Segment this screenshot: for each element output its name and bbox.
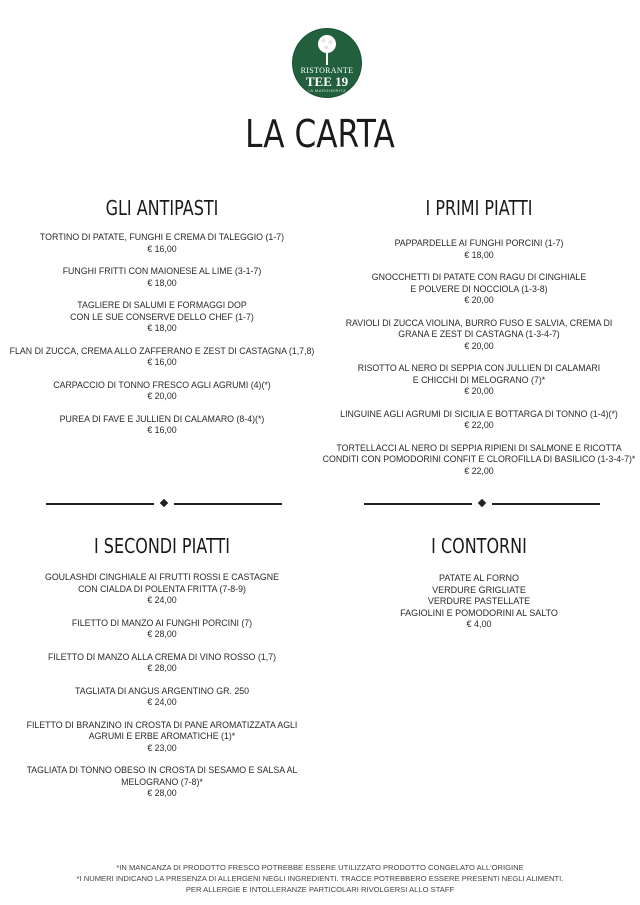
menu-item-price: € 20,00 <box>147 391 177 401</box>
menu-item <box>0 765 324 800</box>
contorni-price: € 4,00 <box>466 619 492 630</box>
menu-item-name: TAGLIERE DI SALUMI E FORMAGGI DOP CON LE SUE CONSERVE DELLO CHEF (1-7) <box>70 300 254 322</box>
secondi-list <box>0 572 324 800</box>
menu-item-price: € 28,00 <box>147 629 177 639</box>
allergen-notes <box>0 862 640 895</box>
menu-item <box>318 363 640 398</box>
logo-text-tagline: LA MARGHERITA <box>307 88 347 93</box>
contorni-item: VERDURE GRIGLIATE <box>432 584 526 595</box>
footer-note-staff: PER ALLERGIE E INTOLLERANZE PARTICOLARI RIVOLGERSI ALLO STAFF <box>185 885 455 894</box>
section-primi <box>318 196 640 488</box>
menu-item-price: € 24,00 <box>147 697 177 707</box>
divider-diamond-icon <box>478 499 486 507</box>
menu-item-name: FILETTO DI MANZO AI FUNGHI PORCINI (7) <box>71 617 253 628</box>
menu-item <box>0 652 324 675</box>
menu-item <box>318 443 640 478</box>
section-title-primi: I PRIMI PIATTI <box>425 196 533 220</box>
section-contorni <box>318 534 640 631</box>
menu-item-name: LINGUINE AGLI AGRUMI DI SICILIA E BOTTARGA DI TONNO (1-4)(*) <box>340 408 618 419</box>
golf-ball-icon <box>318 35 336 53</box>
section-title-contorni: I CONTORNI <box>431 534 527 558</box>
menu-item-name: FLAN DI ZUCCA, CREMA ALLO ZAFFERANO E ZEST DI CASTAGNA (1,7,8) <box>9 345 315 356</box>
menu-item <box>318 318 640 353</box>
menu-item-name: TAGLIATA DI TONNO OBESO IN CROSTA DI SESAMO E SALSA AL MELOGRANO (7-8)* <box>26 765 298 787</box>
menu-item-name: GOULASHDI CINGHIALE AI FRUTTI ROSSI E CASTAGNE CON CIALDA DI POLENTA FRITTA (7-8-9) <box>45 572 279 594</box>
section-title-antipasti: GLI ANTIPASTI <box>105 196 219 220</box>
menu-item <box>0 266 324 289</box>
logo-badge <box>293 29 361 97</box>
menu-item-price: € 18,00 <box>147 323 177 333</box>
menu-item-price: € 18,00 <box>147 277 177 288</box>
menu-item-price: € 23,00 <box>147 742 177 753</box>
menu-item-price: € 16,00 <box>147 425 177 435</box>
divider-left <box>46 500 282 508</box>
logo-text-name: TEE 19 <box>305 74 349 89</box>
menu-item-name: TORTINO DI PATATE, FUNGHI E CREMA DI TALEGGIO (1-7) <box>39 232 285 242</box>
primi-list <box>318 238 640 477</box>
menu-item <box>0 618 324 641</box>
menu-item <box>0 720 324 755</box>
restaurant-logo <box>293 29 361 97</box>
golf-tee-icon <box>326 53 328 65</box>
menu-item-name: TAGLIATA DI ANGUS ARGENTINO GR. 250 <box>74 685 250 696</box>
menu-item-price: € 20,00 <box>464 295 494 305</box>
contorni-item: PATATE AL FORNO <box>438 573 519 583</box>
section-antipasti <box>0 196 324 448</box>
antipasti-list <box>0 232 324 437</box>
menu-item-price: € 20,00 <box>464 386 494 396</box>
menu-item <box>318 238 640 261</box>
menu-item-name: GNOCCHETTI DI PATATE CON RAGU DI CINGHIALE E POLVERE DI NOCCIOLA (1-3-8) <box>371 272 587 294</box>
menu-item-price: € 20,00 <box>464 340 494 351</box>
contorni-list <box>318 573 640 631</box>
menu-item-price: € 16,00 <box>147 357 177 367</box>
menu-item-name: FILETTO DI BRANZINO IN CROSTA DI PANE AROMATIZZATA AGLI AGRUMI E ERBE AROMATICHE (1)* <box>26 719 298 741</box>
footer-note-allergens: *I NUMERI INDICANO LA PRESENZA DI ALLERGENI NEGLI INGREDIENTI. TRACCE POTREBBERO ESSERE PRESENTI NEGLI ALIMENTI. <box>76 874 564 883</box>
section-title-secondi: I SECONDI PIATTI <box>94 534 230 558</box>
menu-item <box>0 414 324 437</box>
menu-item <box>0 232 324 255</box>
menu-item <box>0 300 324 335</box>
menu-item <box>0 346 324 369</box>
menu-item-name: PUREA DI FAVE E JULLIEN DI CALAMARO (8-4)(*) <box>59 413 265 424</box>
menu-item <box>318 272 640 307</box>
menu-item-price: € 22,00 <box>464 465 494 476</box>
menu-item-name: RISOTTO AL NERO DI SEPPIA CON JULLIEN DI CALAMARI E CHICCHI DI MELOGRANO (7)* <box>357 363 601 385</box>
menu-item <box>0 572 324 607</box>
menu-item-price: € 28,00 <box>147 663 177 673</box>
footer-note-frozen: *IN MANCANZA DI PRODOTTO FRESCO POTREBBE ESSERE UTILIZZATO PRODOTTO CONGELATO ALL'ORIGINE <box>116 863 524 872</box>
menu-item-price: € 24,00 <box>147 595 177 605</box>
menu-item-name: RAVIOLI DI ZUCCA VIOLINA, BURRO FUSO E SALVIA, CREMA DI GRANA E ZEST DI CASTAGNA (1-3-4-7) <box>345 317 613 339</box>
menu-item-price: € 28,00 <box>147 788 177 798</box>
menu-item-price: € 16,00 <box>147 243 177 254</box>
menu-item-name: CARPACCIO DI TONNO FRESCO AGLI AGRUMI (4)(*) <box>53 379 271 390</box>
menu-item-name: FILETTO DI MANZO ALLA CREMA DI VINO ROSSO (1,7) <box>47 651 277 662</box>
divider-right <box>364 500 600 508</box>
menu-item <box>318 409 640 432</box>
menu-item-price: € 18,00 <box>464 249 494 260</box>
contorni-item: FAGIOLINI E POMODORINI AL SALTO <box>400 607 558 618</box>
page-title: LA CARTA <box>245 112 395 156</box>
menu-item-price: € 22,00 <box>464 420 494 430</box>
menu-item <box>0 686 324 709</box>
logo-text-ristorante: RISTORANTE <box>300 66 354 75</box>
menu-item-name: FUNGHI FRITTI CON MAIONESE AL LIME (3-1-7) <box>62 266 262 276</box>
menu-item <box>0 380 324 403</box>
menu-item-name: PAPPARDELLE AI FUNGHI PORCINI (1-7) <box>394 238 564 248</box>
contorni-item: VERDURE PASTELLATE <box>427 596 531 607</box>
menu-item-name: TORTELLACCI AL NERO DI SEPPIA RIPIENI DI SALMONE E RICOTTA CONDITI CON POMODORINI CONFIT E CLOROFILLA DI BASILICO (1-3-4-7)* <box>322 442 636 464</box>
divider-diamond-icon <box>160 499 168 507</box>
section-secondi <box>0 534 324 811</box>
